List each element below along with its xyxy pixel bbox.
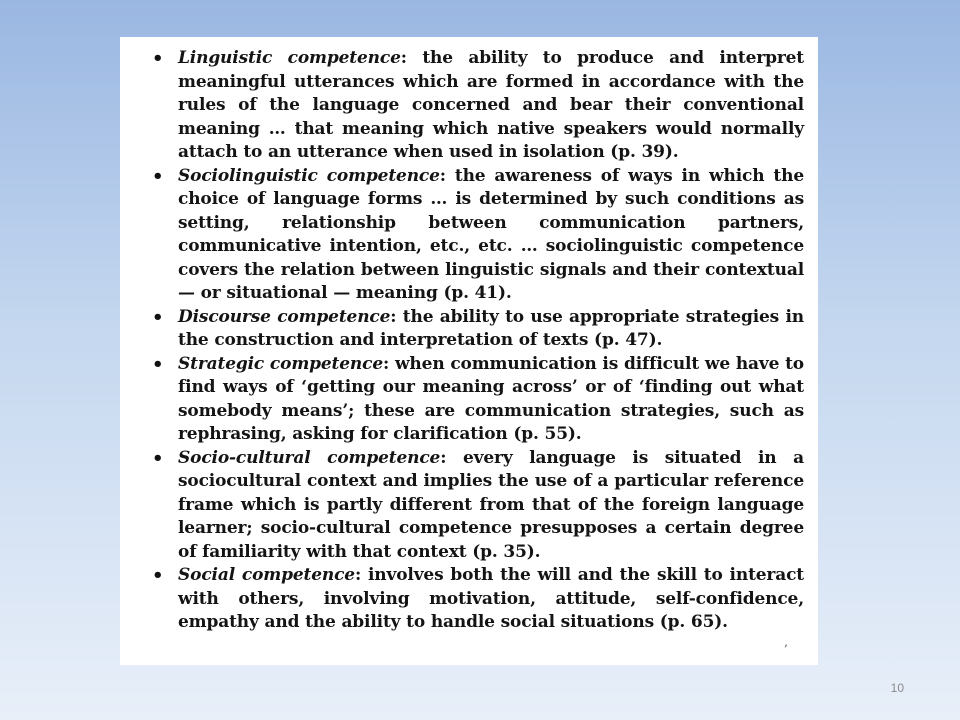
bullet-icon: • [152,353,164,375]
list-item-socio-cultural-competence [140,447,804,565]
stray-mark: , [784,635,788,649]
item-term: Socio-cultural competence [178,447,441,468]
item-description: : every language is situated in a sociocultural context and implies the use of a particular reference frame which is partly different from that of the foreign language learner; socio-cultural competence presupposes a certain degree of familiarity with that context (p. 35). [178,447,805,562]
item-description: : the awareness of ways in which the choice of language forms … is determined by such conditions as setting, relationship between communication partners, communicative intention, etc., etc. … sociolinguistic competence covers the relation between linguistic signals and their contextual — or situational — meaning (p. 41). [178,165,804,303]
list-item-discourse-competence [140,306,804,353]
slide-page-number: 10 [890,681,904,695]
item-term: Strategic competence [178,353,384,374]
list-item-sociolinguistic-competence [140,165,804,306]
list-item-strategic-competence [140,353,804,447]
scanned-text-image [120,37,818,665]
bullet-icon: • [152,447,164,469]
item-description: : the ability to produce and interpret meaningful utterances which are formed in accordance with the rules of the language concerned and bear their conventional meaning … that meaning which native speakers would normally attach to an utterance when used in isolation (p. 39). [178,48,804,162]
competence-list [140,47,804,635]
item-term: Discourse competence [178,306,391,327]
list-item-linguistic-competence [140,47,804,165]
item-description: : involves both the will and the skill to interact with others, involving motivation, attitude, self-confidence, empathy and the ability to handle social situations (p. 65). [178,565,805,632]
item-term: Sociolinguistic competence [178,165,440,186]
item-description: : the ability to use appropriate strategies in the construction and interpretation of texts (p. 47). [178,306,804,350]
item-description: : when communication is difficult we have to find ways of ‘getting our meaning across’ or of ‘finding out what somebody means’; these are communication strategies, such as rephrasing, asking for clarification (p. 55). [178,353,804,444]
bullet-icon: • [152,306,164,328]
bullet-icon: • [152,165,164,187]
bullet-icon: • [152,48,164,69]
item-term: Social competence [178,565,355,585]
list-item-social-competence [140,564,804,635]
bullet-icon: • [152,565,164,586]
item-term: Linguistic competence [178,48,401,68]
